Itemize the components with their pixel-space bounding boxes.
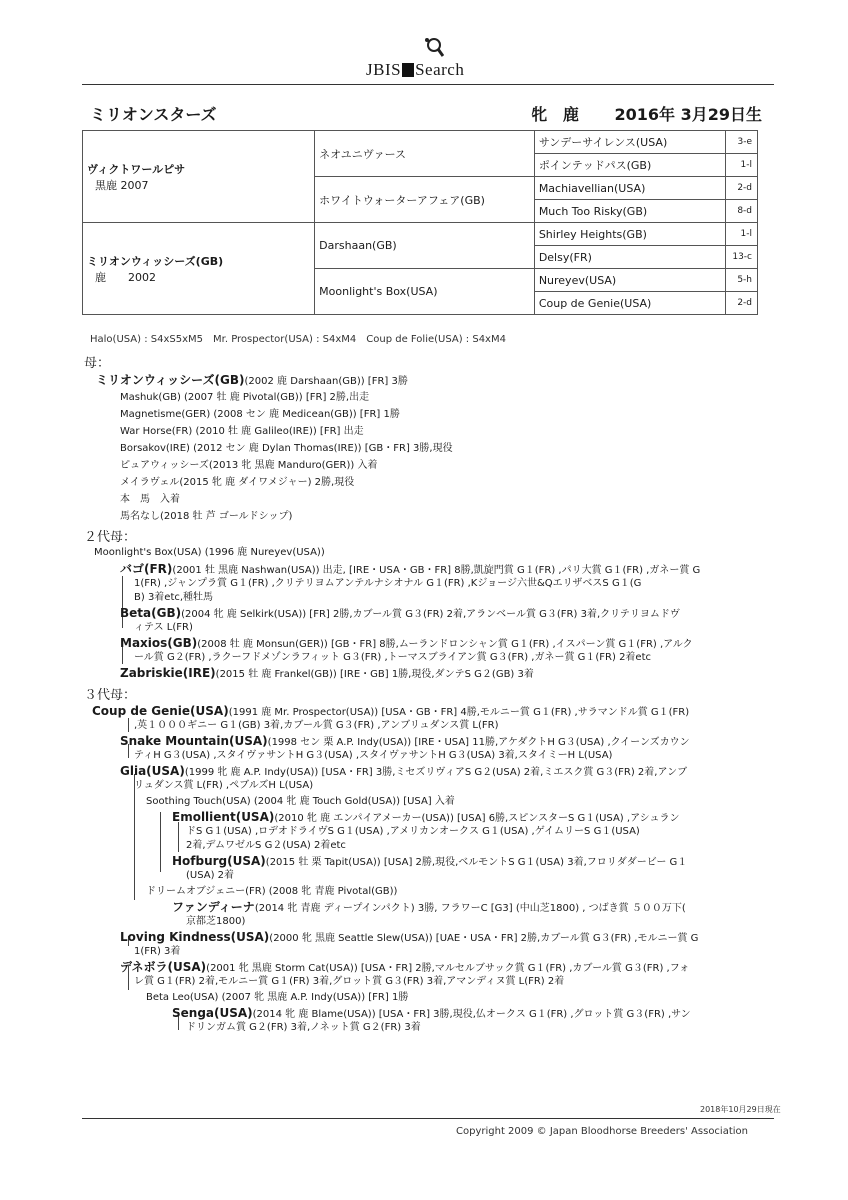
progeny-text: (1999 牝 鹿 A.P. Indy(USA)) [USA・FR] 3勝,ミセズリヴィアS G２(USA) 2着,ミエスク賞 G３(FR) 2着,アンブ xyxy=(184,767,688,778)
inbreeding-line: Halo(USA) : S4xS5xM5 Mr. Prospector(USA) : S4xM4 Coup de Folie(USA) : S4xM4 xyxy=(90,334,506,345)
progeny-line xyxy=(120,459,377,472)
family-number: 2-d xyxy=(726,292,758,315)
horse-name-bold: Beta(GB) xyxy=(120,606,182,620)
g3-cell: ポインテッドパス(GB) xyxy=(534,154,725,177)
progeny-line xyxy=(172,1007,691,1021)
progeny-line xyxy=(120,493,180,506)
horse-color: 鹿 xyxy=(562,105,579,124)
section-third-dam: ３代母： xyxy=(84,688,137,703)
progeny-text: (2014 牝 鹿 Blame(USA)) [USA・FR] 3勝,現役,仏オークス G１(FR) ,グロット賞 G３(FR) ,サン xyxy=(252,1009,691,1020)
progeny-text: ピュアウィッシーズ(2013 牝 黒鹿 Manduro(GER)) 入着 xyxy=(120,460,378,471)
progeny-text: 1(FR) ,ジャンプラ賞 G１(FR) ,クリテリヨムアンテルナシオナル G１(FR) ,Kジョージ六世&QエリザベスS G１(G xyxy=(134,578,642,589)
progeny-line xyxy=(120,961,689,975)
jbis-search-logo xyxy=(366,34,496,82)
progeny-text: Borsakov(IRE) (2012 セン 鹿 Dylan Thomas(IRE)) [GB・FR] 3勝,現役 xyxy=(120,443,453,454)
dam-color-year: 鹿 2002 xyxy=(95,270,156,284)
horse-name-bold: Emollient(USA) xyxy=(172,810,275,824)
tree-connector xyxy=(178,822,179,852)
progeny-text: (2004 牝 鹿 Selkirk(USA)) [FR] 2勝,カブール賞 G３(FR) 2着,アランベール賞 G３(FR) 3着,クリテリヨムドヴ xyxy=(181,609,680,620)
progeny-text: ドリームオブジェニー(FR) (2008 牝 青鹿 Pivotal(GB)) xyxy=(146,886,398,897)
progeny-text: ,英１０００ギニー G１(GB) 3着,カブール賞 G３(FR) ,アンブリュダンス賞 L(FR) xyxy=(134,720,499,731)
section-second-dam: ２代母： xyxy=(84,530,137,545)
magnifier-icon xyxy=(422,36,444,58)
progeny-text: 1(FR) 3着 xyxy=(134,946,181,957)
g3-cell: Delsy(FR) xyxy=(534,246,725,269)
horse-info xyxy=(521,102,762,125)
section-dam: 母： xyxy=(84,356,111,371)
progeny-text: 京都芝1800) xyxy=(186,916,246,927)
progeny-line xyxy=(186,1021,421,1034)
logo-text-search: Search xyxy=(415,60,465,79)
g2-cell: ホワイトウォーターアフェア(GB) xyxy=(315,177,535,223)
sire-cell xyxy=(83,131,315,223)
progeny-line xyxy=(120,637,693,651)
progeny-line xyxy=(134,591,213,604)
progeny-line xyxy=(146,795,455,808)
horse-sex: 牝 xyxy=(531,105,548,124)
header-rule xyxy=(82,84,774,85)
horse-birth: 2016年 3月29日生 xyxy=(614,105,762,124)
dam-cell xyxy=(83,223,315,315)
copyright: Copyright 2009 © Japan Bloodhorse Breeders' Association xyxy=(456,1126,748,1137)
progeny-line xyxy=(120,391,369,404)
progeny-line xyxy=(120,408,400,421)
progeny-text: (2001 牡 黒鹿 Nashwan(USA)) 出走, [IRE・USA・GB・FR] 8勝,凱旋門賞 G１(FR) ,パリ大賞 G１(FR) ,ガネー賞 G xyxy=(172,565,701,576)
g3-cell: Coup de Genie(USA) xyxy=(534,292,725,315)
family-number: 2-d xyxy=(726,177,758,200)
progeny-line xyxy=(134,749,612,762)
progeny-text: ティH G３(USA) ,スタイヴァサントH G３(USA) ,スタイヴァサントH G３(USA) 3着,スタイミーH L(USA) xyxy=(134,750,613,761)
horse-name-bold: Maxios(GB) xyxy=(120,636,198,650)
progeny-line xyxy=(120,667,534,681)
horse-name-bold: Coup de Genie(USA) xyxy=(92,704,229,718)
progeny-line xyxy=(134,779,313,792)
horse-name-bold: バゴ(FR) xyxy=(120,562,173,576)
tree-connector xyxy=(128,718,129,732)
progeny-line xyxy=(172,901,686,915)
progeny-line xyxy=(120,425,364,438)
horse-name-bold: Zabriskie(IRE) xyxy=(120,666,216,680)
progeny-text: 2着,デムワゼルS G２(USA) 2着etc xyxy=(186,840,346,851)
progeny-line xyxy=(120,931,698,945)
progeny-line xyxy=(186,869,234,882)
tree-connector xyxy=(160,812,161,872)
progeny-text: (2001 牝 黒鹿 Storm Cat(USA)) [USA・FR] 2勝,マルセルブサック賞 G１(FR) ,カブール賞 G３(FR) ,フォ xyxy=(206,963,690,974)
horse-name-bold: Loving Kindness(USA) xyxy=(120,930,270,944)
progeny-line xyxy=(134,719,498,732)
progeny-line xyxy=(120,510,292,523)
progeny-line xyxy=(134,621,193,634)
progeny-text: ィテス L(FR) xyxy=(134,622,193,633)
sire-name: ヴィクトワールピサ xyxy=(87,162,186,176)
logo-text-jbis: JBIS xyxy=(366,60,402,79)
progeny-text: メイラヴェル(2015 牝 鹿 ダイワメジャー) 2勝,現役 xyxy=(120,477,355,488)
progeny-text: リュダンス賞 L(FR) ,ペブルズH L(USA) xyxy=(134,780,314,791)
progeny-line xyxy=(120,442,453,455)
g3-cell: Shirley Heights(GB) xyxy=(534,223,725,246)
progeny-line xyxy=(120,476,354,489)
progeny-line xyxy=(186,839,346,852)
horse-name: ミリオンスターズ xyxy=(90,105,217,124)
horse-name-bold: Glia(USA) xyxy=(120,764,185,778)
progeny-line xyxy=(146,991,408,1004)
progeny-text: (2015 牡 栗 Tapit(USA)) [USA] 2勝,現役,ベルモントS G１(USA) 3着,フロリダダービー G１ xyxy=(265,857,688,868)
family-number: 3-e xyxy=(726,131,758,154)
progeny-text: (1991 鹿 Mr. Prospector(USA)) [USA・GB・FR] 4勝,モルニー賞 G１(FR) ,サラマンドル賞 G１(FR) xyxy=(228,707,690,718)
progeny-text: B) 3着etc,種牡馬 xyxy=(134,592,214,603)
family-number: 1-l xyxy=(726,154,758,177)
progeny-text: (2010 牝 鹿 エンパイアメーカー(USA)) [USA] 6勝,スピンスターS G１(USA) ,アシュラン xyxy=(274,813,680,824)
progeny-line xyxy=(134,945,180,958)
progeny-text: ドS G１(USA) ,ロデオドライヴS G１(USA) ,アメリカンオークス G１(USA) ,ゲイムリーS G１(USA) xyxy=(186,826,640,837)
horse-name-bold: ファンディーナ xyxy=(172,900,255,914)
family-number: 8-d xyxy=(726,200,758,223)
progeny-line xyxy=(92,705,689,719)
progeny-line xyxy=(134,975,564,988)
progeny-text: (2008 牡 鹿 Monsun(GER)) [GB・FR] 8勝,ムーランドロンシャン賞 G１(FR) ,イスパーン賞 G１(FR) ,アルク xyxy=(197,639,693,650)
tree-connector xyxy=(134,774,135,900)
progeny-text: War Horse(FR) (2010 牡 鹿 Galileo(IRE)) [FR] 出走 xyxy=(120,426,364,437)
g3-cell: Much Too Risky(GB) xyxy=(534,200,725,223)
g3-cell: Nureyev(USA) xyxy=(534,269,725,292)
progeny-text: (2002 鹿 Darshaan(GB)) [FR] 3勝 xyxy=(244,376,408,387)
progeny-line xyxy=(134,577,641,590)
progeny-line xyxy=(96,374,408,388)
progeny-text: レ賞 G１(FR) 2着,モルニー賞 G１(FR) 3着,グロット賞 G３(FR) 3着,アマンディヌ賞 L(FR) 2着 xyxy=(134,976,565,987)
logo-square xyxy=(402,63,414,77)
footer-rule xyxy=(82,1118,774,1119)
family-number: 1-l xyxy=(726,223,758,246)
g3-cell: サンデーサイレンス(USA) xyxy=(534,131,725,154)
progeny-text: Beta Leo(USA) (2007 牝 黒鹿 A.P. Indy(USA)) [FR] 1勝 xyxy=(146,992,409,1003)
progeny-text: Magnetisme(GER) (2008 セン 鹿 Medicean(GB)) [FR] 1勝 xyxy=(120,409,400,420)
horse-name-bold: Hofburg(USA) xyxy=(172,854,266,868)
progeny-text: (1998 セン 栗 A.P. Indy(USA)) [IRE・USA] 11勝,アケダクトH G３(USA) ,クイーンズカウン xyxy=(267,737,690,748)
progeny-text: ール賞 G２(FR) ,ラクーフドメゾンラフィット G３(FR) ,トーマスブライアン賞 G３(FR) ,ガネー賞 G１(FR) 2着etc xyxy=(134,652,652,663)
progeny-text: 馬名なし(2018 牡 芦 ゴールドシップ) xyxy=(120,511,293,522)
horse-name-bold: ミリオンウィッシーズ(GB) xyxy=(96,373,245,387)
progeny-text: Mashuk(GB) (2007 牡 鹿 Pivotal(GB)) [FR] 2勝,出走 xyxy=(120,392,370,403)
horse-name-bold: デネボラ(USA) xyxy=(120,960,207,974)
progeny-text: (2014 牝 青鹿 ディープインパクト) 3勝, フラワーC [G3] (中山芝1800) , つばき賞 ５００万下( xyxy=(254,903,686,914)
g2-cell: Darshaan(GB) xyxy=(315,223,535,269)
progeny-line xyxy=(94,546,325,559)
progeny-line xyxy=(120,563,700,577)
progeny-line xyxy=(120,735,690,749)
progeny-line xyxy=(146,885,397,898)
progeny-text: (USA) 2着 xyxy=(186,870,235,881)
progeny-line xyxy=(172,855,687,869)
progeny-line xyxy=(186,915,245,928)
progeny-text: (2015 牡 鹿 Frankel(GB)) [IRE・GB] 1勝,現役,ダンテS G２(GB) 3着 xyxy=(215,669,534,680)
family-number: 13-c xyxy=(726,246,758,269)
progeny-text: ドリンガム賞 G２(FR) 3着,ノネット賞 G２(FR) 3着 xyxy=(186,1022,421,1033)
progeny-text: (2000 牝 黒鹿 Seattle Slew(USA)) [UAE・USA・FR] 2勝,カブール賞 G３(FR) ,モルニー賞 G xyxy=(269,933,699,944)
as-of-date: 2018年10月29日現在 xyxy=(700,1105,781,1114)
g3-cell: Machiavellian(USA) xyxy=(534,177,725,200)
progeny-line xyxy=(172,811,679,825)
progeny-text: Moonlight's Box(USA) (1996 鹿 Nureyev(USA)) xyxy=(94,547,325,558)
horse-title-row xyxy=(90,102,770,126)
progeny-line xyxy=(186,825,640,838)
sire-color-year: 黒鹿 2007 xyxy=(95,178,149,192)
g2-cell: ネオユニヴァース xyxy=(315,131,535,177)
g2-cell: Moonlight's Box(USA) xyxy=(315,269,535,315)
pedigree-table xyxy=(82,130,758,315)
progeny-text: 本 馬 入着 xyxy=(120,494,180,505)
horse-name-bold: Snake Mountain(USA) xyxy=(120,734,268,748)
progeny-line xyxy=(120,765,687,779)
horse-name-bold: Senga(USA) xyxy=(172,1006,253,1020)
family-number: 5-h xyxy=(726,269,758,292)
dam-name: ミリオンウィッシーズ(GB) xyxy=(87,254,224,268)
progeny-text: Soothing Touch(USA) (2004 牝 鹿 Touch Gold(USA)) [USA] 入着 xyxy=(146,796,455,807)
progeny-line xyxy=(134,651,651,664)
progeny-line xyxy=(120,607,680,621)
